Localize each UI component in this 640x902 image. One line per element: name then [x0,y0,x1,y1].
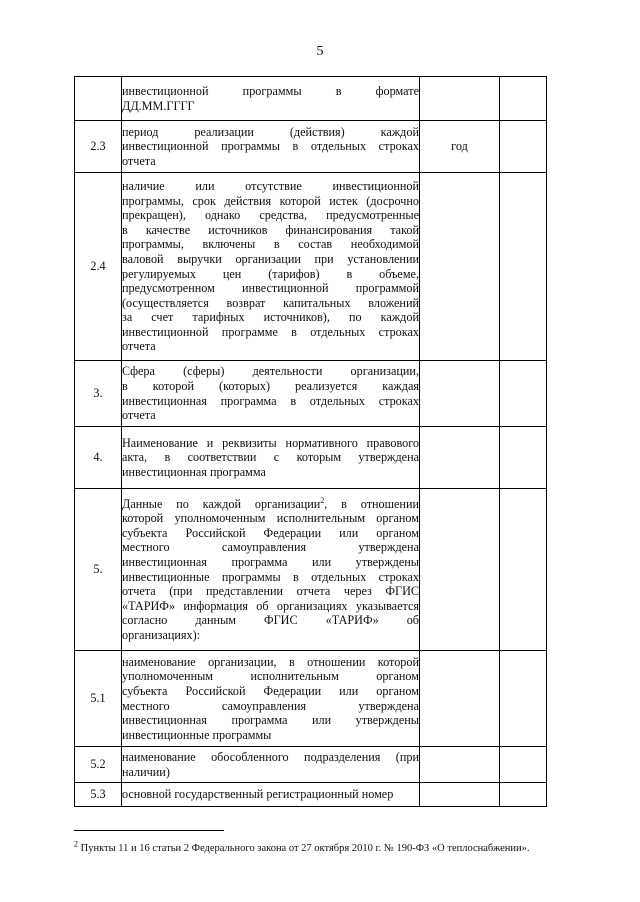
row-description [122,173,420,361]
row-description [122,489,420,651]
description-line: инвестиционная программа [122,464,266,479]
description-line: инвестиционные программы [122,727,272,742]
row-value [500,747,547,783]
description-line: субъекта Российской Федерации или органом [122,525,419,540]
row-value [500,651,547,747]
row-number: 3. [75,361,122,427]
footnote-text: Пункты 11 и 16 статьи 2 Федерального закона от 27 октября 2010 г. № 190-ФЗ «О теплоснабжении». [78,843,530,854]
description-line: инвестиционная программа или утверждены [122,713,419,728]
description-line: инвестиционная программа или утверждены [122,554,419,569]
row-unit [420,747,500,783]
description-line: инвестиционной программе в отдельных строках [122,324,419,339]
row-value [500,427,547,489]
row-description [122,77,420,121]
description-line: наименование организации, в отношении которой [122,654,419,669]
requirements-table [74,76,547,807]
description-line: валовой выручки организации при установлении [122,251,419,266]
description-line: отчета (при представлении отчета через ФГИС [122,584,419,599]
row-number: 5. [75,489,122,651]
description-line: наименование обособленного подразделения (при [122,749,419,764]
row-unit: год [420,121,500,173]
table-row [75,489,547,651]
row-unit [420,427,500,489]
description-line: Наименование и реквизиты нормативного правового [122,435,419,450]
row-unit [420,361,500,427]
table-row [75,361,547,427]
row-description [122,121,420,173]
description-line: наличие или отсутствие инвестиционной [122,178,419,193]
table-row [75,121,547,173]
description-line: местного самоуправления утверждена [122,698,419,713]
row-number: 5.2 [75,747,122,783]
row-unit [420,489,500,651]
description-line: отчета [122,153,156,168]
description-line: субъекта Российской Федерации или органом [122,683,419,698]
description-line: согласно данным ФГИС «ТАРИФ» об [122,613,419,628]
row-number: 5.3 [75,783,122,807]
row-number: 4. [75,427,122,489]
footnote-marker: 2 [74,839,78,849]
description-line: прекращен), однако средства, предусмотренные [122,208,419,223]
description-line: инвестиционной программы в отдельных строках [122,139,419,154]
description-line: (осуществляется возврат капитальных вложений [122,295,419,310]
row-number: 5.1 [75,651,122,747]
table-row [75,173,547,361]
description-line: Сфера (сферы) деятельности организации, [122,364,419,379]
row-value [500,783,547,807]
description-line: программы, срок действия которой истек (досрочно [122,193,419,208]
table-row [75,783,547,807]
description-line: отчета [122,408,156,423]
description-line: программы, включены в состав необходимой [122,237,419,252]
row-unit [420,783,500,807]
row-number: 2.4 [75,173,122,361]
description-line: основной государственный регистрационный номер [122,787,394,802]
row-value [500,173,547,361]
footnote [74,839,574,855]
table-row [75,77,547,121]
row-number [75,77,122,121]
description-text: Данные по каждой организации [122,496,321,511]
row-description [122,783,420,807]
table-row [75,747,547,783]
description-line: в качестве источников финансирования такой [122,222,419,237]
description-line: которой уполномоченным исполнительным органом [122,511,419,526]
description-line: инвестиционной программы в формате [122,83,419,98]
description-line: период реализации (действия) каждой [122,124,419,139]
description-line: отчета [122,339,156,354]
description-line: «ТАРИФ» информация об организациях указывается [122,598,419,613]
description-line: в которой (которых) реализуется каждая [122,378,419,393]
row-description [122,361,420,427]
row-unit [420,77,500,121]
row-description [122,427,420,489]
description-line: организациях): [122,627,201,642]
row-unit [420,651,500,747]
row-description [122,651,420,747]
description-line: регулируемых цен (тарифов) в объеме, [122,266,419,281]
row-unit [420,173,500,361]
table-row [75,427,547,489]
row-number: 2.3 [75,121,122,173]
footnote-divider [74,830,224,831]
page-number: 5 [316,44,324,59]
description-line: ДД.ММ.ГГГГ [122,98,195,113]
row-value [500,489,547,651]
description-line: наличии) [122,764,170,779]
description-line: местного самоуправления утверждена [122,540,419,555]
description-text: , в отношении [324,496,419,511]
description-line: уполномоченным исполнительным органом [122,669,419,684]
description-line: акта, в соответствии с которым утверждена [122,450,419,465]
table-row [75,651,547,747]
description-line [122,497,419,512]
row-value [500,361,547,427]
description-line: предусмотренном инвестиционной программой [122,281,419,296]
row-value [500,121,547,173]
description-line: за счет тарифных источников), по каждой [122,310,419,325]
footnote-reference: 2 [320,495,325,505]
description-line: инвестиционная программа в отдельных строках [122,393,419,408]
description-line: инвестиционные программы в отдельных строках [122,569,419,584]
row-value [500,77,547,121]
row-description [122,747,420,783]
